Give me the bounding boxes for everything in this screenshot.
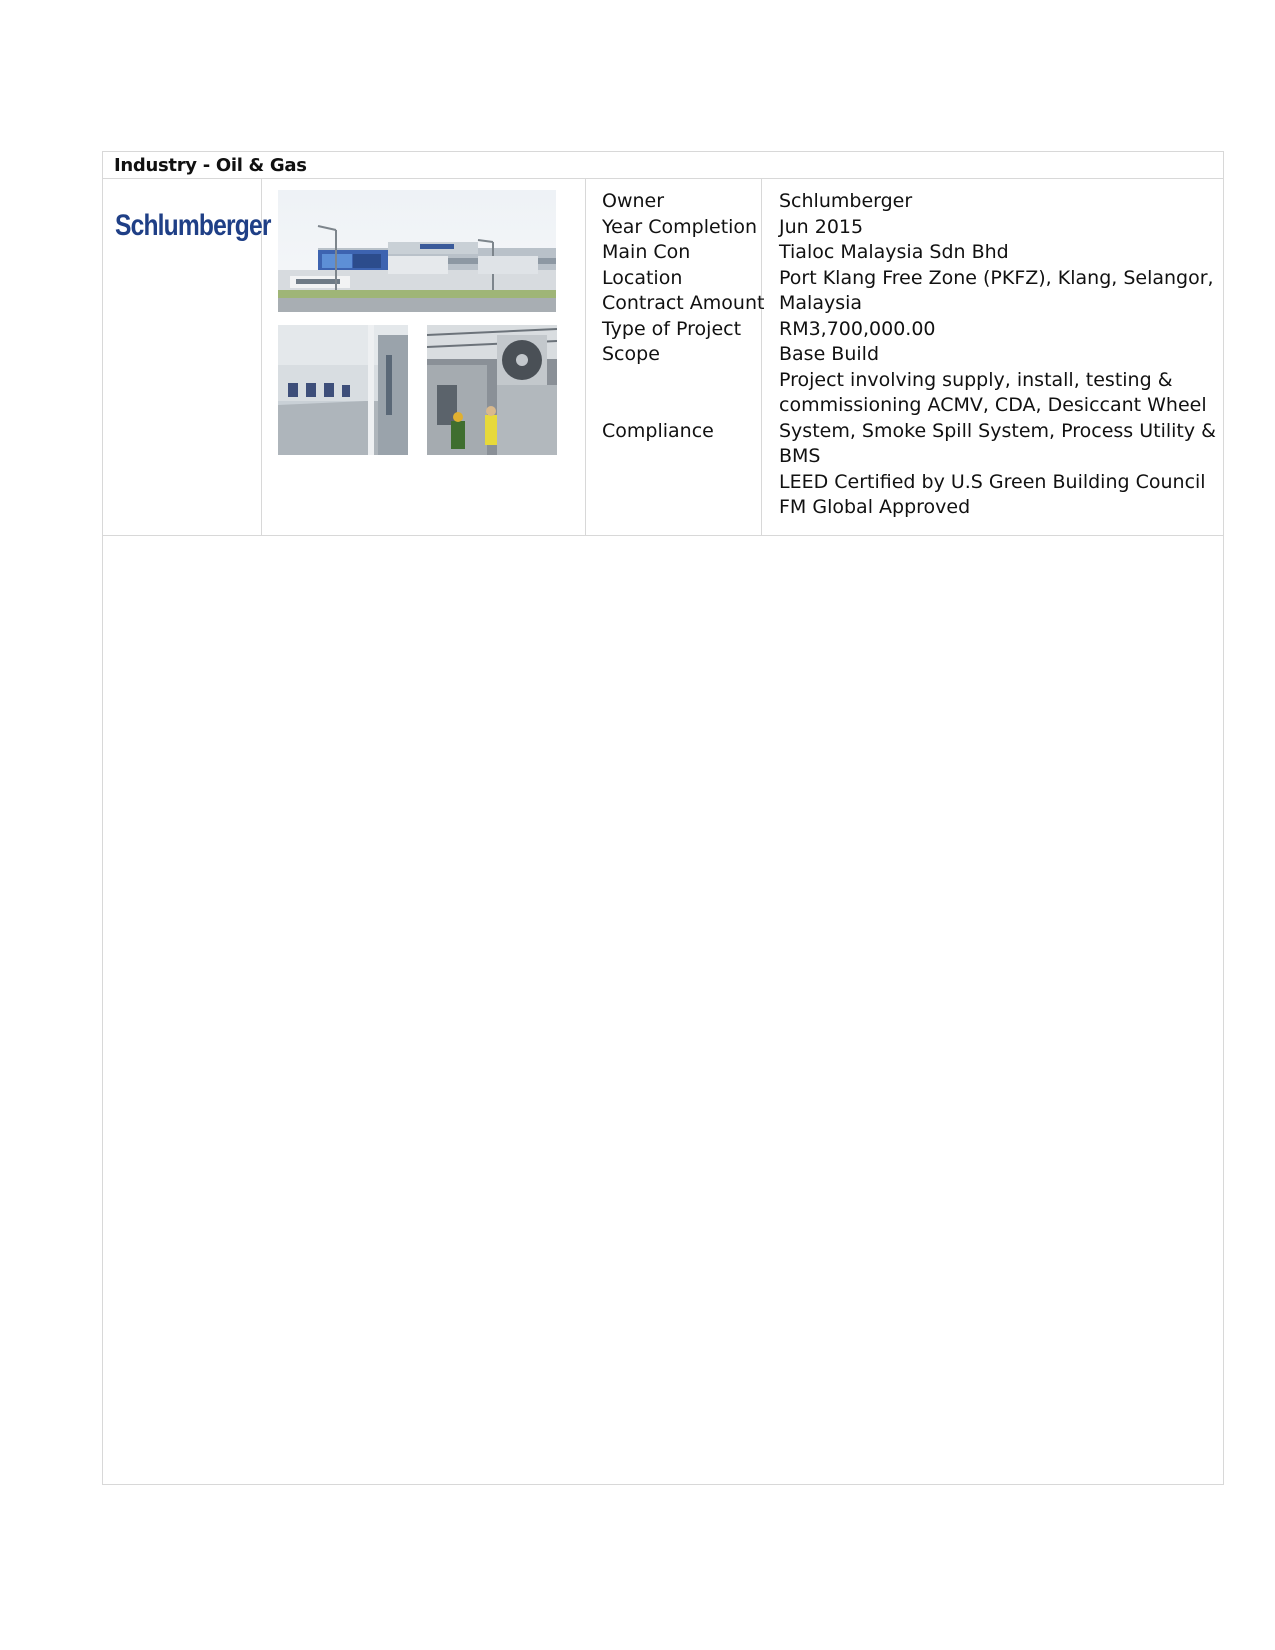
table-header-row — [103, 152, 1223, 179]
compliance-value-line-2: FM Global Approved — [779, 496, 971, 518]
type-of-project-label: Type of Project — [602, 317, 742, 340]
year-completion-value: Jun 2015 — [779, 215, 864, 238]
contract-amount-label: Contract Amount — [602, 292, 765, 314]
field-labels — [602, 189, 767, 444]
schlumberger-logo: Schlumberger — [115, 209, 271, 242]
field-values — [779, 189, 1216, 521]
compliance-label: Compliance — [602, 419, 714, 442]
project-table — [102, 151, 1224, 1485]
location-value-line-2: Malaysia — [779, 292, 863, 314]
scope-value-line-4: BMS — [779, 445, 821, 467]
empty-hall-photo — [278, 325, 408, 455]
plant-room-photo — [427, 325, 557, 455]
owner-label: Owner — [602, 190, 665, 212]
scope-value-line-3: System, Smoke Spill System, Process Utility & — [779, 419, 1216, 442]
scope-value-line-2: commissioning ACMV, CDA, Desiccant Wheel — [779, 394, 1207, 416]
location-label: Location — [602, 266, 683, 289]
building-exterior-photo — [278, 190, 556, 312]
column-divider — [585, 179, 586, 535]
industry-title: Industry - Oil & Gas — [114, 155, 307, 176]
contract-amount-value: RM3,700,000.00 — [779, 317, 936, 340]
scope-value-line-1: Project involving supply, install, testing & — [779, 368, 1173, 391]
main-con-label: Main Con — [602, 241, 691, 263]
owner-value: Schlumberger — [779, 190, 913, 212]
year-completion-label: Year Completion — [602, 215, 758, 238]
location-value-line-1: Port Klang Free Zone (PKFZ), Klang, Selangor, — [779, 266, 1214, 289]
project-row — [103, 179, 1223, 536]
scope-label: Scope — [602, 343, 660, 365]
compliance-value-line-1: LEED Certified by U.S Green Building Council — [779, 470, 1206, 493]
type-of-project-value: Base Build — [779, 343, 880, 365]
main-con-value: Tialoc Malaysia Sdn Bhd — [779, 241, 1009, 263]
